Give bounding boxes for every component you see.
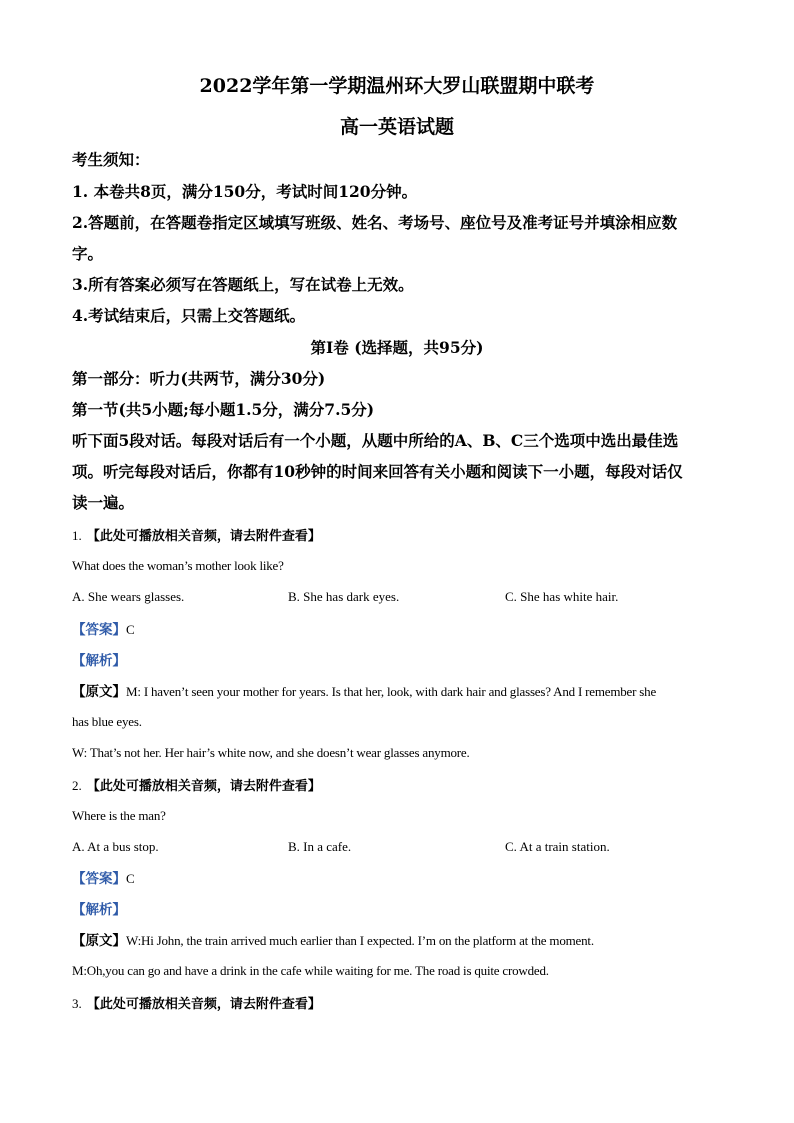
question-1-transcript-row (72, 681, 724, 702)
question-2-answer-row (72, 868, 724, 889)
notice-item-4: 4.考试结束后，只需上交答题纸。 (72, 306, 306, 325)
notice-item-3: 3.所有答案必须写在答题纸上，写在试卷上无效。 (72, 275, 414, 294)
question-1-text: What does the woman’s mother look like? (72, 558, 284, 573)
transcript-tag: 【原文】 (72, 684, 126, 700)
question-1-audio-row (72, 525, 724, 547)
notice-item-2-line-1: 2.答题前，在答题卷指定区域填写班级、姓名、考场号、座位号及准考证号并填涂相应数 (72, 213, 678, 232)
question-2-audio-row (72, 775, 724, 797)
question-3-number: 3. (72, 996, 82, 1011)
instructions-line-3: 读一遍。 (72, 493, 135, 512)
question-1-audio-note[interactable]: 【此处可播放相关音频，请去附件查看】 (86, 529, 321, 544)
answer-tag: 【答案】 (72, 622, 126, 638)
analysis-tag: 【解析】 (72, 653, 126, 669)
question-1-transcript-line-1: M: I haven’t seen your mother for years. Is that her, look, with dark hair and glasses? And I remember she (126, 684, 657, 699)
question-1-number: 1. (72, 528, 82, 543)
exam-subtitle: 高一英语试题 (339, 116, 454, 138)
section-title: 第Ⅰ卷 (选择题，共95分) (310, 338, 484, 357)
question-1-analysis-row (72, 650, 724, 671)
notice-heading: 考生须知： (72, 150, 150, 169)
answer-tag: 【答案】 (72, 871, 126, 887)
question-2-option-c: C. At a train station. (505, 839, 610, 854)
instructions-line-1: 听下面5段对话。每段对话后有一个小题，从题中所给的A、B、C三个选项中选出最佳选 (72, 431, 679, 450)
notice-item-2-line-2: 字。 (72, 244, 104, 263)
question-2-option-b: B. In a cafe. (288, 839, 352, 854)
question-2-audio-note[interactable]: 【此处可播放相关音频，请去附件查看】 (86, 779, 321, 794)
transcript-tag: 【原文】 (72, 933, 126, 949)
question-2-transcript-line-1: W:Hi John, the train arrived much earlier than I expected. I’m on the platform at the moment. (126, 933, 594, 948)
question-2-answer: C (126, 871, 135, 886)
question-2-transcript-row (72, 930, 724, 951)
exam-title: 2022学年第一学期温州环大罗山联盟期中联考 (199, 75, 595, 97)
question-1-option-b: B. She has dark eyes. (288, 589, 400, 604)
question-1-transcript-line-2: has blue eyes. (72, 714, 142, 729)
instructions-line-2: 项。听完每段对话后，你都有10秒钟的时间来回答有关小题和阅读下一小题，每段对话仅 (72, 462, 683, 481)
question-3-audio-row (72, 993, 724, 1015)
question-2-analysis-row (72, 899, 724, 920)
question-1-option-a: A. She wears glasses. (72, 589, 185, 604)
question-2-number: 2. (72, 778, 82, 793)
part-1-heading: 第一部分：听力(共两节，满分30分) (72, 369, 326, 388)
analysis-tag: 【解析】 (72, 902, 126, 918)
question-3-audio-note[interactable]: 【此处可播放相关音频，请去附件查看】 (86, 997, 321, 1012)
section-1-heading: 第一节(共5小题;每小题1.5分，满分7.5分) (72, 400, 375, 419)
question-1-answer-row (72, 619, 724, 640)
question-1-answer: C (126, 622, 135, 637)
question-1-transcript-line-3: W: That’s not her. Her hair’s white now, and she doesn’t wear glasses anymore. (72, 745, 470, 760)
notice-item-1: 1. 本卷共8页，满分150分，考试时间120分钟。 (72, 182, 418, 201)
question-1-option-c: C. She has white hair. (505, 589, 619, 604)
question-2-text: Where is the man? (72, 808, 166, 823)
question-2-transcript-line-2: M:Oh,you can go and have a drink in the cafe while waiting for me. The road is quite crowded. (72, 963, 549, 978)
question-2-option-a: A. At a bus stop. (72, 839, 159, 854)
